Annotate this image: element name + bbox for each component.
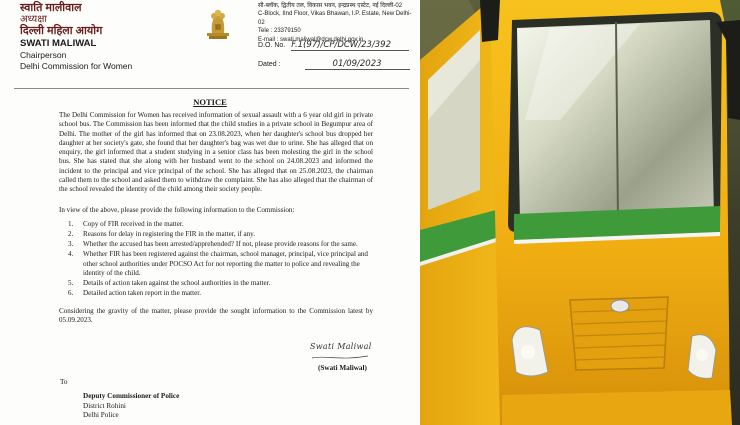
letterhead-contact (258, 2, 418, 44)
national-emblem-icon (203, 2, 233, 42)
notice-paragraph-2: In view of the above, please provide the following information to the Commission: (59, 206, 295, 214)
recipient-department: Delhi Police (83, 411, 119, 419)
telephone: Tele : 23379150 (258, 28, 301, 35)
signature (310, 336, 372, 362)
handwritten-signature: Swati Maliwal (310, 342, 372, 351)
do-number-row (258, 40, 409, 51)
sender-title-hindi: अध्यक्षा (20, 14, 47, 25)
sender-title: Chairperson (20, 50, 67, 60)
do-number: F.1(97)/CP/DCW/23/392 (291, 40, 409, 51)
list-item: 4. Whether FIR has been registered against the chairman, school manager, principal, vice principal and other school authorities under POCSO Act for not reporting the matter to police and revealing the identity of the child. (68, 250, 368, 277)
recipient-district: District Rohini (83, 401, 126, 410)
dated-value: 01/09/2023 (305, 59, 410, 70)
school-bus-image (420, 0, 740, 425)
list-item: 2. Reasons for delay in registering the FIR in the matter, if any. (68, 230, 256, 239)
recipient-title: Deputy Commissioner of Police (83, 392, 180, 400)
school-bus-photo (420, 0, 740, 425)
sender-org-hindi: दिल्ली महिला आयोग (20, 25, 103, 37)
notice-heading: NOTICE (193, 97, 227, 107)
do-label: D.O. No. (258, 42, 286, 49)
dated-row (258, 59, 410, 70)
sender-org: Delhi Commission for Women (20, 61, 133, 71)
address: C-Block, IInd Floor, Vikas Bhawan, I.P. Estate, New Delhi-02 (258, 11, 412, 26)
list-item: 5. Details of action taken against the school authorities in the matter. (68, 278, 271, 287)
list-item: 6. Detailed action taken report in the matter. (68, 289, 201, 298)
information-request-list (68, 220, 374, 299)
to-label: To (60, 378, 68, 386)
email: E-mail : swati.maliwal@dcw.delhi.gov.in (258, 36, 364, 43)
signatory-name: (Swati Maliwal) (318, 364, 367, 372)
signature-flourish (310, 354, 370, 362)
notice-paragraph-1: The Delhi Commission for Women has received information of sexual assault with a 6 year old girl in private school bus. The Commission has been informed that the child studies in a private school in Begumpur area of Delhi. The mother of the girl has informed that on 23.08.2023, when her daughter's school bus dropped her daughter at her society's gate, she found that her daughter's bag was wet due to urine. She has alleged that on enquiry, the girl informed that a student studying in a senior class has been molesting the girl in the school bus. She has stated that she along with her husband went to the school on 24.08.2023 and informed the incident to the principal and vice principal of the school. She has alleged that on 25.08.2023, the chairman called them to the school and asked them to withdraw the complaint. She has also alleged that the chairman of the school revealed the identity of the child among their society people. (59, 111, 373, 194)
letterhead-divider (14, 88, 409, 89)
list-item: 1. Copy of FIR received in the matter. (68, 220, 184, 228)
recipient-address (83, 392, 179, 421)
letterhead-sender (20, 2, 180, 71)
sender-name-hindi: स्वाति मालीवाल (20, 2, 82, 14)
sender-name: SWATI MALIWAL (20, 38, 97, 49)
notice-paragraph-3: Considering the gravity of the matter, please provide the sought information to the Commission latest by 05.09.2023. (59, 307, 373, 325)
address-hindi: सी-ब्लॉक, द्वितीय तल, विकास भवन, इन्द्रप्रस्थ एस्टेट, नई दिल्ली-02 (258, 3, 403, 9)
list-item: 3. Whether the accused has been arrested/apprehended? If not, please provide reasons for the same. (68, 240, 358, 249)
dated-label: Dated : (258, 61, 281, 68)
